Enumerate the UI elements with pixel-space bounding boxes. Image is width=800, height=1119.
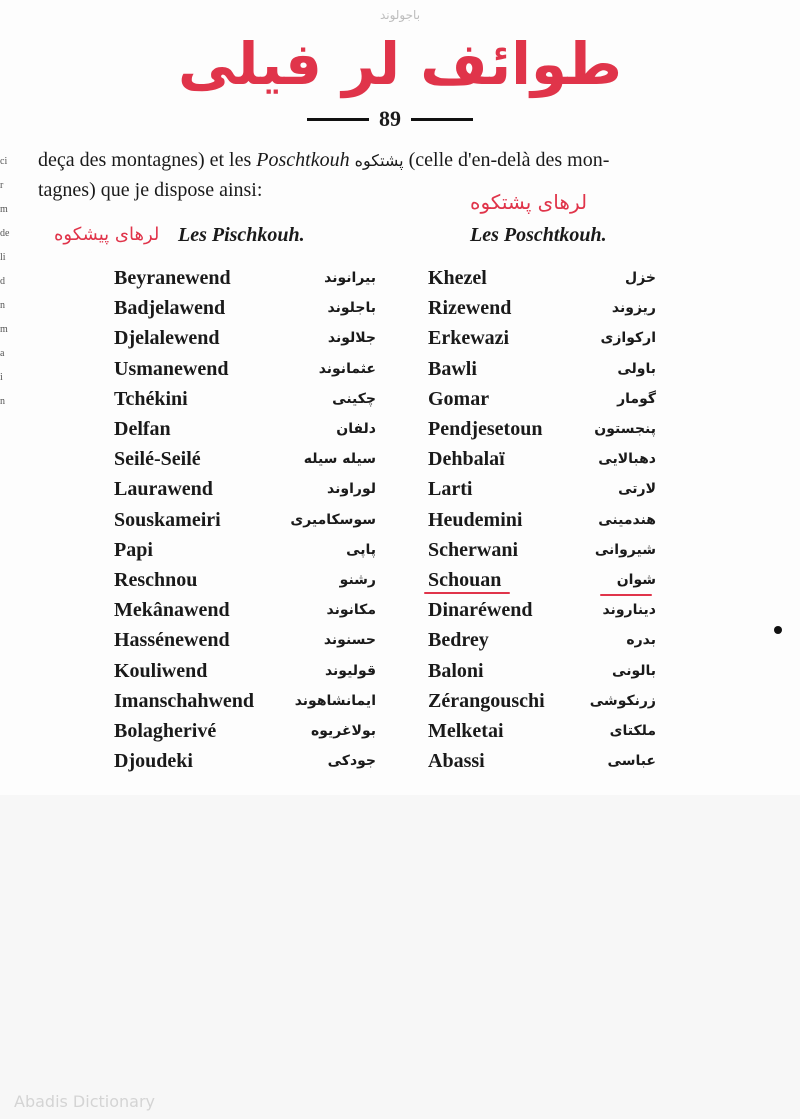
tribe-name-latin: Melketai [428,720,504,742]
tribe-name-arabic: بالونی [612,663,656,679]
tribe-name-latin: Bolagherivé [114,720,217,742]
intro-line-1 [38,146,738,175]
tribe-name-arabic: چکینی [332,391,376,407]
tribe-name-latin: Bawli [428,358,477,380]
intro-term-arabic: پشتکوه [354,151,404,170]
tribe-name-latin: Pendjesetoun [428,418,543,440]
top-watermark: باجولوند [379,8,421,22]
tribe-name-arabic: بیرانوند [324,270,376,286]
page-number: 89 [379,106,401,131]
tribe-name-arabic: عثمانوند [318,361,376,377]
tribe-name-arabic: قولیوند [324,663,376,679]
tribe-name-latin: Badjelawend [114,297,226,319]
tribe-name-arabic: رشنو [339,572,376,588]
left-rule [307,118,369,121]
tribe-name-latin: Scherwani [428,539,518,561]
tribe-name-arabic: خزل [625,270,656,286]
tribe-name-latin: Reschnou [114,569,198,591]
tribe-name-arabic: مکانوند [326,602,376,618]
margin-marks: ci r m de li d n m a i n [0,156,10,407]
tribe-name-arabic: دهبالایی [598,451,656,467]
tribe-name-latin: Usmanewend [114,358,229,380]
tribe-name-latin: Baloni [428,660,484,682]
tribe-name-arabic: شوان [616,572,656,588]
tribe-name-arabic: باولی [617,361,656,377]
tribe-name-arabic: ایمانشاهوند [294,693,376,709]
ink-spot [774,626,782,634]
tribe-name-arabic: ارکوازی [600,330,656,346]
tribe-name-latin: Dehbalaï [428,448,505,470]
tribe-name-latin: Papi [114,539,153,561]
tribe-name-latin: Laurawend [114,478,213,500]
tribe-name-arabic: لارتی [618,481,656,497]
tribe-name-arabic: لوراوند [327,481,376,497]
page-number-row [290,104,490,134]
intro-line-1-end: (celle d'en-delà des mon- [403,149,610,171]
tribe-name-latin: Kouliwend [114,660,208,682]
tribe-name-arabic: پاپی [346,542,376,558]
tribe-name-latin: Beyranewend [114,267,231,289]
tribe-name-arabic: بولاغریوه [310,723,376,739]
highlight-underline-latin [424,592,510,594]
tribe-name-latin: Erkewazi [428,327,510,349]
right-rule [411,118,473,121]
tribe-name-latin: Imanschahwend [114,690,255,712]
tribe-name-arabic: هندمینی [598,512,656,528]
tribe-name-arabic: سیله سیله [303,451,376,467]
tribe-name-latin: Delfan [114,418,171,440]
tribe-name-arabic: پنجستون [594,421,656,437]
tribe-name-arabic: سوسکامیری [290,512,376,528]
highlight-underline-arabic [600,594,652,596]
tribe-name-latin: Abassi [428,750,485,772]
tribe-name-latin: Tchékini [114,388,188,410]
page-title: طوائف لر فیلی [178,30,622,98]
tribe-name-latin: Hassénewend [114,629,230,651]
intro-line-2: tagnes) que je dispose ainsi: [38,179,263,201]
tribe-name-arabic: گومار [617,391,656,407]
annotation-pishkuh: لرهای پیشکوه [54,224,160,245]
tribe-name-arabic: دلفان [336,421,376,437]
tribe-name-latin: Schouan [428,569,502,591]
tribe-name-latin: Bedrey [428,629,489,651]
intro-line-1-start: deça des montagnes) et les [38,149,257,171]
tribe-name-arabic: شیروانی [594,542,656,558]
tribe-name-latin: Djoudeki [114,750,193,772]
column-heading-poschtkouh: Les Poschtkouh. [470,224,607,246]
tribe-name-latin: Gomar [428,388,490,410]
tribe-name-latin: Seilé-Seilé [114,448,201,470]
tribe-name-latin: Mekânawend [114,599,230,621]
tribe-name-latin: Dinaréwend [428,599,533,621]
tribe-name-latin: Khezel [428,267,487,289]
column-heading-pischkouh: Les Pischkouh. [178,224,305,246]
tribe-name-arabic: زرنکوشی [589,693,656,709]
tribe-name-arabic: جودکی [327,753,376,769]
tribe-name-arabic: ریزوند [611,300,656,316]
tribe-name-arabic: جلالوند [327,330,376,346]
tribe-name-arabic: دیناروند [602,602,656,618]
bottom-watermark: Abadis Dictionary [14,1092,155,1111]
tribe-name-latin: Djelalewend [114,327,220,349]
tribe-name-arabic: بدره [626,632,656,648]
tribe-name-latin: Larti [428,478,473,500]
intro-term: Poschtkouh [256,149,350,171]
tribe-name-latin: Zérangouschi [428,690,545,712]
tribe-name-arabic: حسنوند [323,632,376,648]
tribe-name-latin: Souskameiri [114,509,221,531]
annotation-poshtkuh: لرهای پشتکوه [470,190,588,214]
tribe-name-arabic: ملکتای [609,723,656,739]
tribe-name-latin: Rizewend [428,297,512,319]
tribe-name-arabic: باجلوند [327,300,376,316]
tribe-name-arabic: عباسی [607,753,656,769]
tribe-name-latin: Heudemini [428,509,523,531]
